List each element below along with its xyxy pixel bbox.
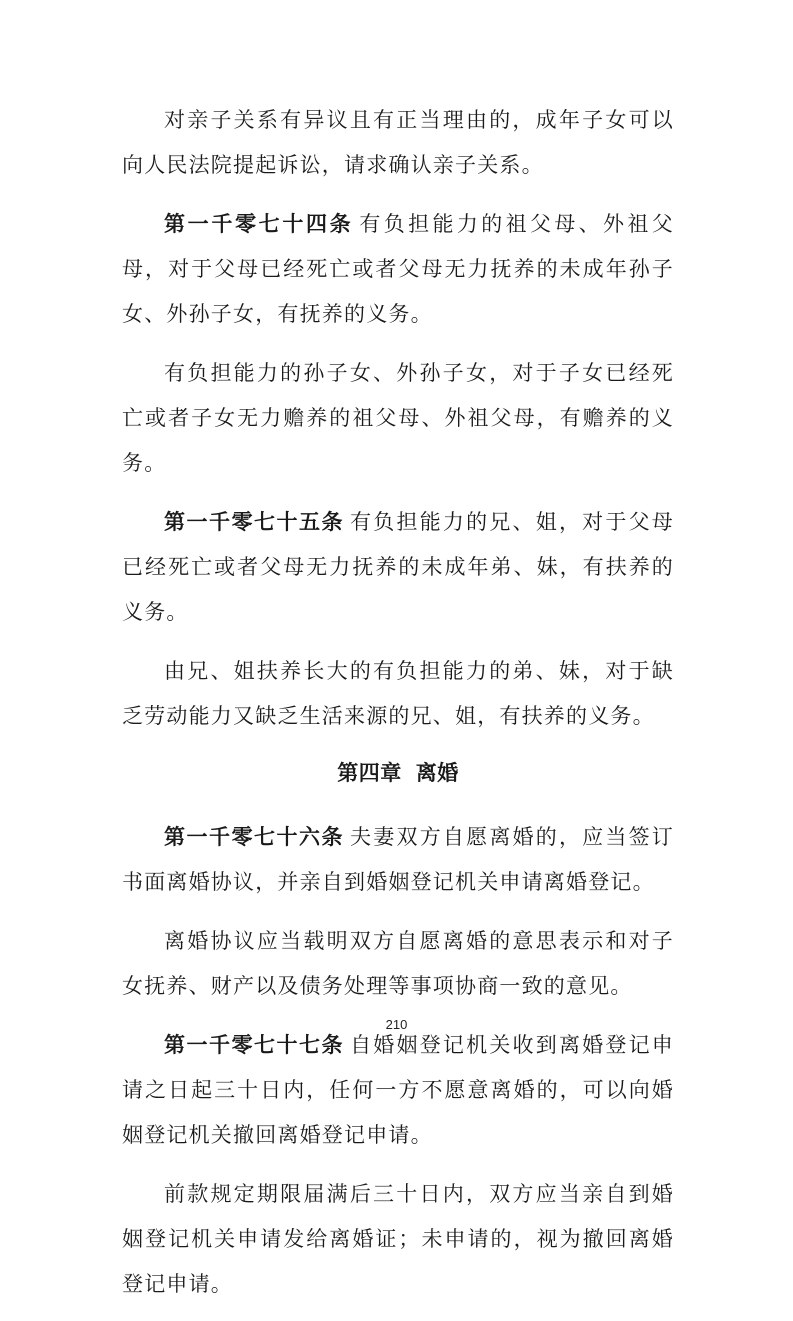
paragraph-text: 有负担能力的孙子女、外孙子女，对于子女已经死亡或者子女无力赡养的祖父母、外祖父母，有赡养的义务。 (122, 361, 674, 475)
article-paragraph (122, 202, 674, 337)
paragraph (122, 649, 674, 739)
paragraph (122, 351, 674, 486)
article-paragraph (122, 815, 674, 905)
paragraph-text: 对亲子关系有异议且有正当理由的，成年子女可以向人民法院提起诉讼，请求确认亲子关系。 (122, 108, 674, 177)
paragraph-text: 离婚协议应当载明双方自愿离婚的意思表示和对子女抚养、财产以及债务处理等事项协商一致的意见。 (122, 929, 674, 998)
paragraph (122, 1172, 674, 1307)
article-number: 第一千零七十六条 (164, 825, 345, 849)
article-paragraph (122, 500, 674, 635)
paragraph-text: 由兄、姐扶养长大的有负担能力的弟、妹，对于缺乏劳动能力又缺乏生活来源的兄、姐，有扶养的义务。 (122, 659, 674, 728)
page-number: 210 (385, 1017, 408, 1032)
chapter-heading (122, 753, 674, 793)
article-paragraph (122, 1023, 674, 1158)
paragraph-text: 前款规定期限届满后三十日内，双方应当亲自到婚姻登记机关申请发给离婚证；未申请的，视为撤回离婚登记申请。 (122, 1182, 674, 1296)
page-body (122, 98, 674, 1321)
chapter-number: 第四章 (337, 761, 402, 785)
chapter-title: 离婚 (415, 761, 459, 785)
article-number: 第一千零七十四条 (164, 212, 354, 236)
article-number: 第一千零七十五条 (164, 510, 345, 534)
article-number: 第一千零七十七条 (164, 1033, 345, 1057)
paragraph-text: 自婚姻登记机关收到离婚登记申请之日起三十日内，任何一方不愿意离婚的，可以向婚姻登记机关撤回离婚登记申请。 (122, 1033, 674, 1147)
paragraph-text: 夫妻双方自愿离婚的，应当签订书面离婚协议，并亲自到婚姻登记机关申请离婚登记。 (122, 825, 674, 894)
paragraph-text: 有负担能力的兄、姐，对于父母已经死亡或者父母无力抚养的未成年弟、妹，有扶养的义务。 (122, 510, 674, 624)
paragraph (122, 919, 674, 1009)
paragraph-text: 有负担能力的祖父母、外祖父母，对于父母已经死亡或者父母无力抚养的未成年孙子女、外孙子女，有抚养的义务。 (122, 212, 674, 326)
paragraph (122, 98, 674, 188)
